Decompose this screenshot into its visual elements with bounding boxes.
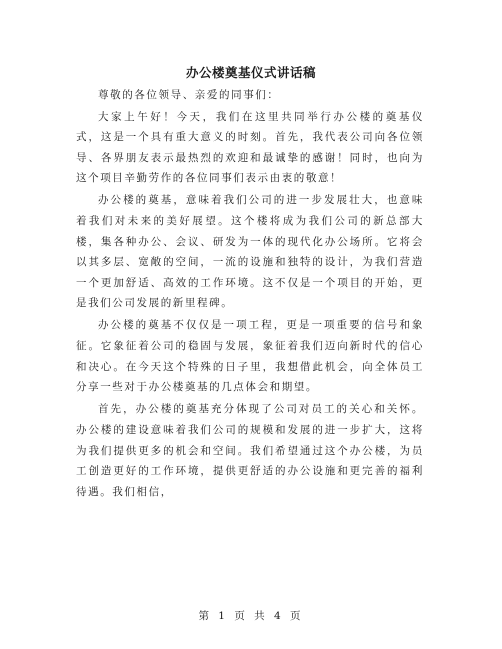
paragraph-2: 办公楼的奠基，意味着我们公司的进一步发展壮大，也意味着我们对未来的美好展望。这个楼将成为我们公司的新总部大楼，集各种办公、会议、研发为一体的现代化办公场所。它将会以其多层、宽敞的空间，一流的设施和独特的设计，为我们营造一个更加舒适、高效的工作环境。这不仅是一个项目的开始，更是我们公司发展的新里程碑。	[76, 194, 424, 310]
paragraph-1: 大家上午好！今天，我们在这里共同举行办公楼的奠基仪式，这是一个具有重大意义的时刻。首先，我代表公司向各位领导、各界朋友表示最热烈的欢迎和最诚挚的感谢！同时，也向为这个项目辛勤劳作的各位同事们表示由衷的敬意！	[76, 110, 424, 185]
paragraph-4: 首先，办公楼的奠基充分体现了公司对员工的关心和关怀。办公楼的建设意味着我们公司的规模和发展的进一步扩大，这将为我们提供更多的机会和空间。我们希望通过这个办公楼，为员工创造更好的工作环境，提供更舒适的办公设施和更完善的福利待遇。我们相信，	[76, 403, 424, 498]
document-body	[76, 85, 424, 502]
page-number-footer: 第 1 页 共 4 页	[198, 610, 304, 622]
document-title: 办公楼奠基仪式讲话稿	[185, 65, 316, 80]
paragraph-3: 办公楼的奠基不仅仅是一项工程，更是一项重要的信号和象征。它象征着公司的稳固与发展，象征着我们迈向新时代的信心和决心。在今天这个特殊的日子里，我想借此机会，向全体员工分享一些对于办公楼奠基的几点体会和期望。	[76, 319, 424, 394]
salutation: 尊敬的各位领导、亲爱的同事们：	[98, 89, 280, 101]
